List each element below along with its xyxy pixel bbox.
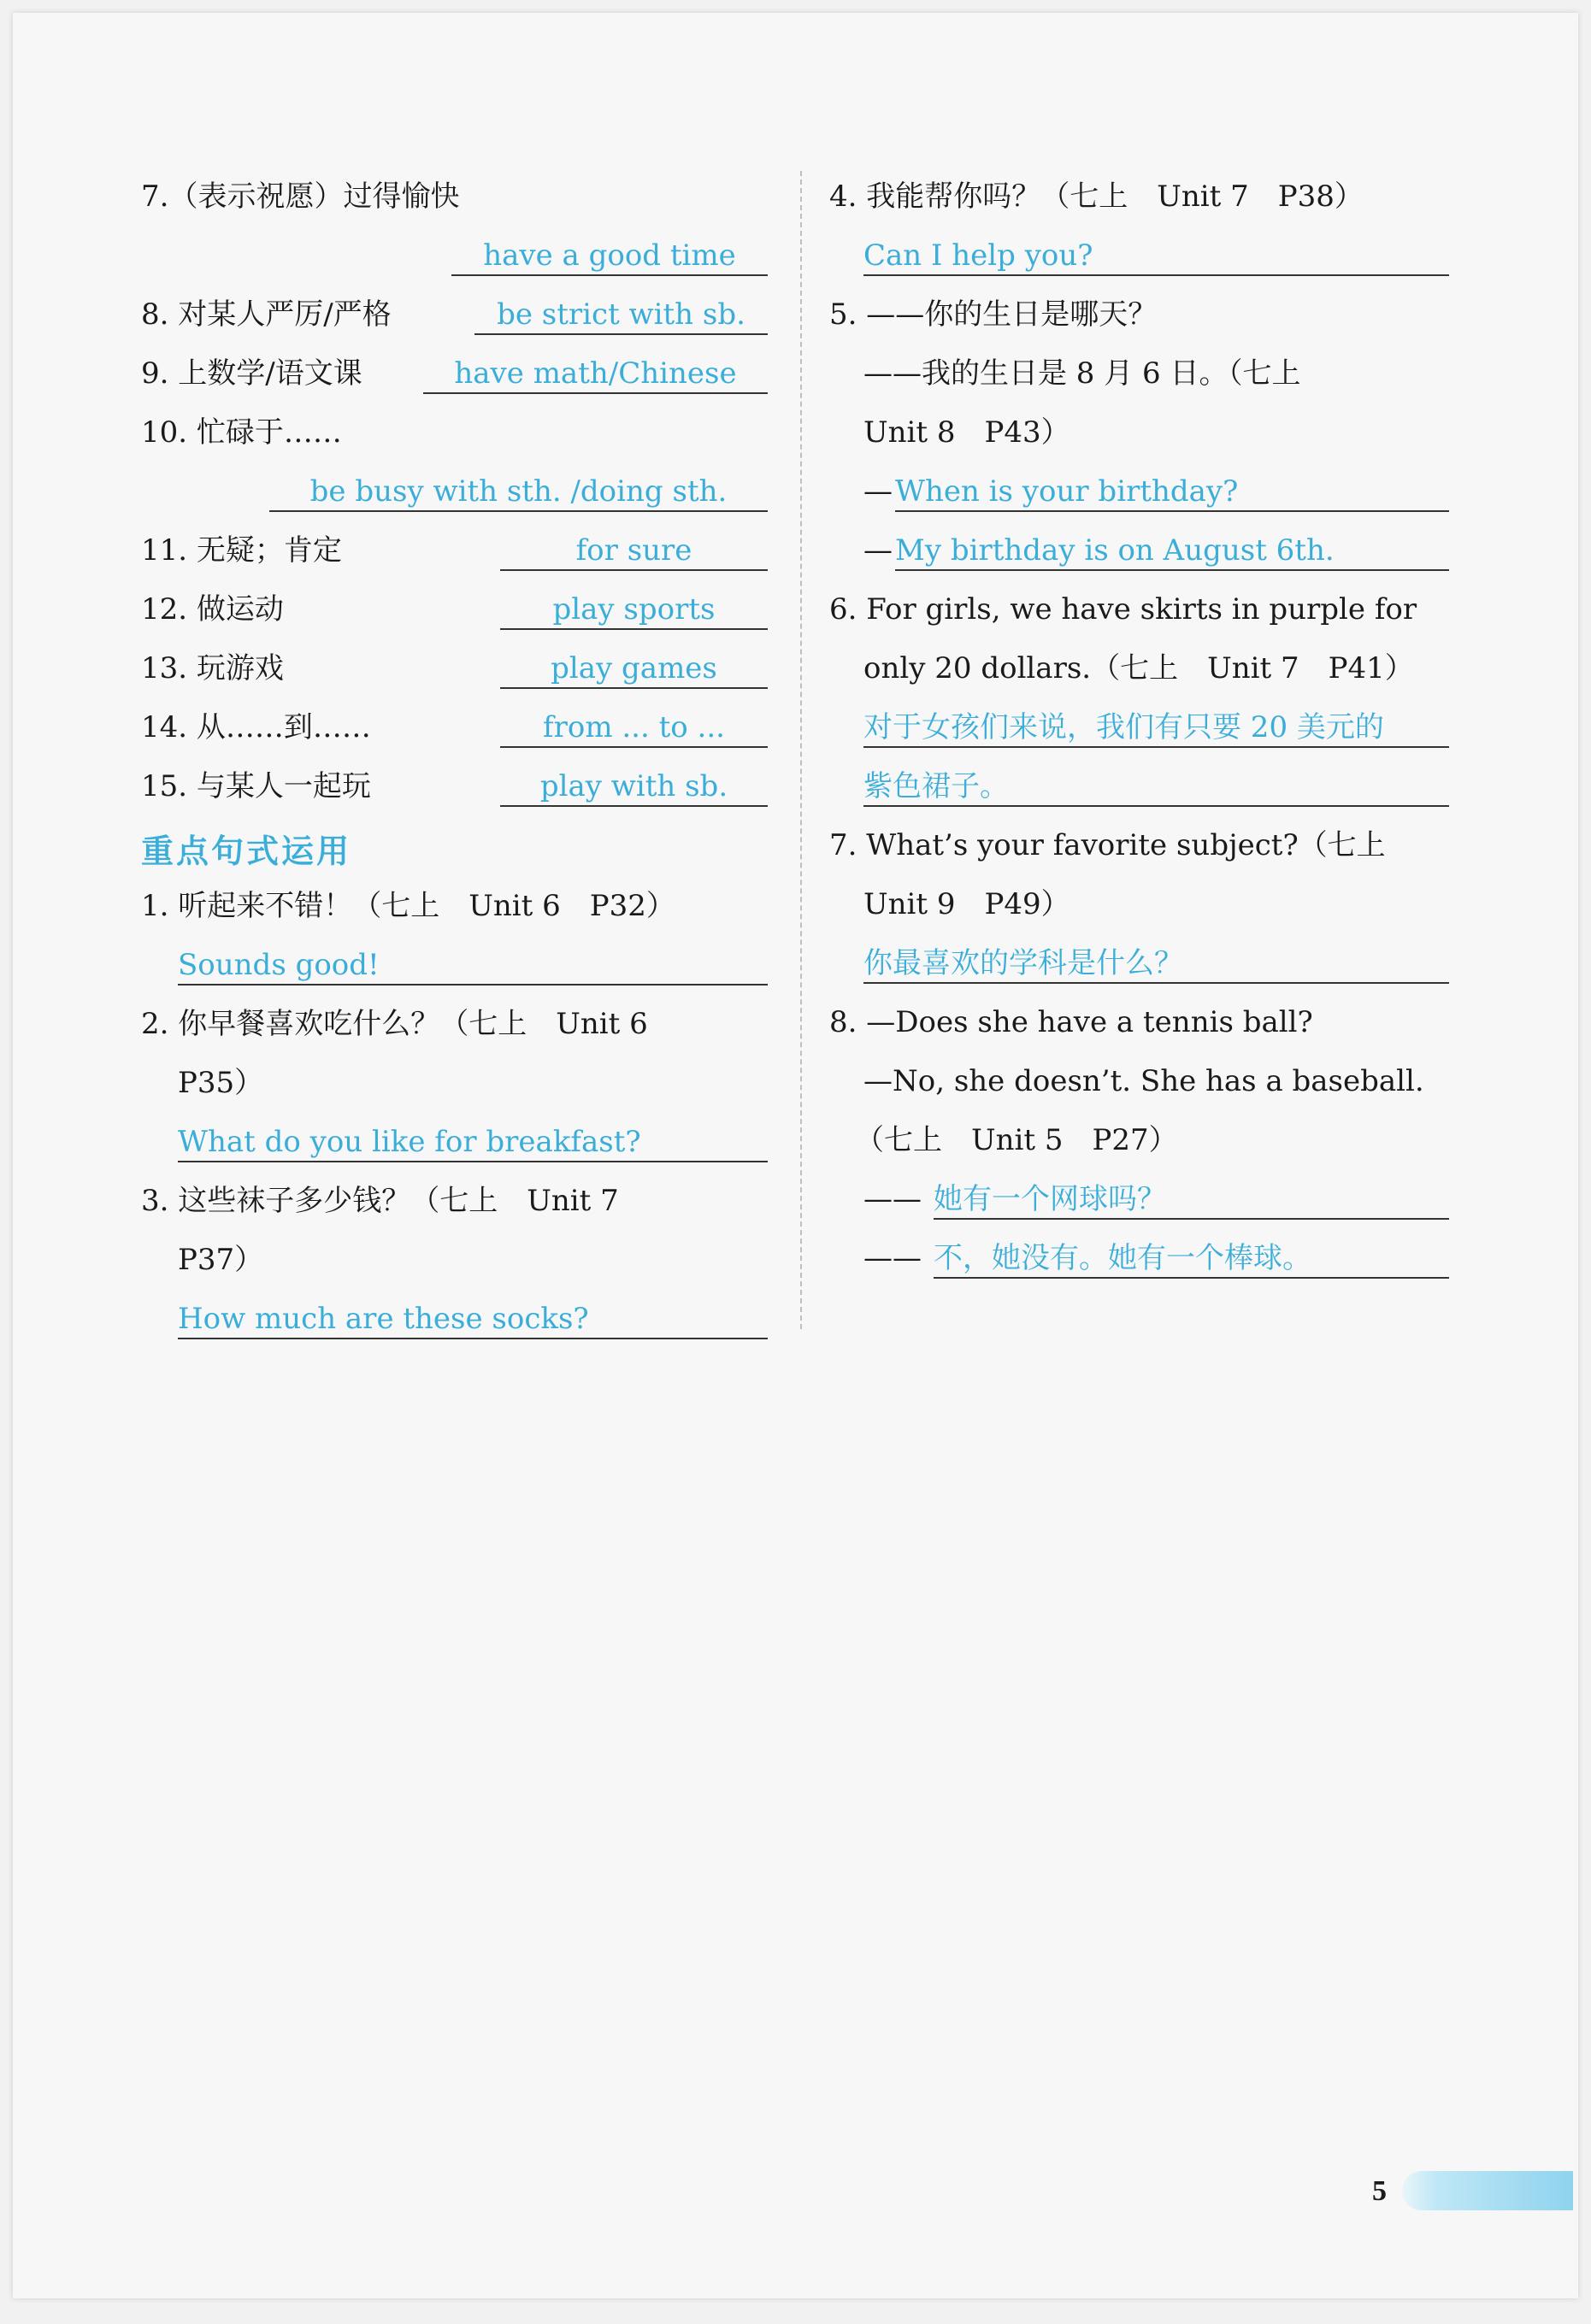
q5-dash-1: — [863, 474, 893, 509]
page-number: 5 [1372, 2175, 1387, 2207]
phrase-10-prompt: 10. 忙碌于…… [141, 415, 342, 450]
phrase-8-prompt: 8. 对某人严厉/严格 [141, 297, 392, 332]
sentence-2-prompt-cont: P35） [178, 1066, 264, 1100]
q7-prompt-line1: 7. What’s your favorite subject?（七上 [829, 828, 1386, 862]
phrase-7-answer: have a good time [451, 237, 768, 276]
column-divider [800, 171, 802, 1329]
phrase-14-prompt: 14. 从……到…… [141, 710, 371, 744]
page-number-band [1402, 2171, 1573, 2210]
q5-answer-2: My birthday is on August 6th. [895, 532, 1449, 571]
q4-prompt: 4. 我能帮你吗？（七上 Unit 7 P38） [829, 179, 1364, 214]
q7-prompt-line2: Unit 9 P49） [863, 887, 1070, 921]
section-title: 重点句式运用 [141, 833, 352, 870]
q6-answer-line1: 对于女孩们来说，我们有只要 20 美元的 [863, 709, 1449, 748]
sentence-3-answer: How much are these socks? [178, 1300, 768, 1339]
q8-dash-2: —— [863, 1241, 922, 1275]
sentence-1-answer: Sounds good! [178, 946, 768, 985]
phrase-9-prompt: 9. 上数学/语文课 [141, 356, 362, 391]
sentence-3-prompt: 3. 这些袜子多少钱？（七上 Unit 7 [141, 1184, 619, 1218]
q5-prompt-line3: Unit 8 P43） [863, 415, 1070, 450]
q8-answer-1: 她有一个网球吗？ [934, 1180, 1449, 1220]
q8-answer-2: 不，她没有。她有一个棒球。 [934, 1239, 1449, 1279]
q7-answer: 你最喜欢的学科是什么？ [863, 944, 1449, 984]
q5-answer-1: When is your birthday? [895, 473, 1449, 512]
phrase-13-prompt: 13. 玩游戏 [141, 651, 284, 685]
phrase-12-prompt: 12. 做运动 [141, 592, 284, 627]
q8-prompt-line2: —No, she doesn’t. She has a baseball. [863, 1064, 1424, 1098]
phrase-12-answer: play sports [500, 591, 768, 630]
phrase-14-answer: from ... to ... [500, 709, 768, 748]
phrase-11-prompt: 11. 无疑；肯定 [141, 533, 342, 568]
q4-answer: Can I help you? [863, 237, 1449, 276]
phrase-7-prompt: 7.（表示祝愿）过得愉快 [141, 179, 460, 214]
sentence-2-answer: What do you like for breakfast? [178, 1123, 768, 1162]
phrase-8-answer: be strict with sb. [474, 296, 768, 335]
q5-prompt-line1: 5. ——你的生日是哪天？ [829, 297, 1158, 332]
phrase-11-answer: for sure [500, 532, 768, 571]
q8-prompt-line1: 8. —Does she have a tennis ball? [829, 1005, 1313, 1039]
sentence-1-prompt: 1. 听起来不错！（七上 Unit 6 P32） [141, 889, 675, 923]
phrase-10-answer: be busy with sth. /doing sth. [269, 473, 768, 512]
phrase-15-answer: play with sb. [500, 768, 768, 807]
sentence-2-prompt: 2. 你早餐喜欢吃什么？（七上 Unit 6 [141, 1007, 648, 1041]
q8-prompt-line3: （七上 Unit 5 P27） [855, 1123, 1178, 1157]
phrase-13-answer: play games [500, 650, 768, 689]
q5-dash-2: — [863, 533, 893, 568]
sentence-3-prompt-cont: P37） [178, 1243, 264, 1277]
workbook-page [13, 13, 1578, 2298]
phrase-15-prompt: 15. 与某人一起玩 [141, 769, 371, 803]
phrase-9-answer: have math/Chinese [423, 355, 768, 394]
q8-dash-1: —— [863, 1182, 922, 1216]
q6-prompt-line2: only 20 dollars.（七上 Unit 7 P41） [863, 651, 1414, 685]
q5-prompt-line2: ——我的生日是 8 月 6 日。（七上 [863, 356, 1301, 391]
q6-prompt-line1: 6. For girls, we have skirts in purple for [829, 592, 1417, 627]
q6-answer-line2: 紫色裙子。 [863, 768, 1449, 807]
